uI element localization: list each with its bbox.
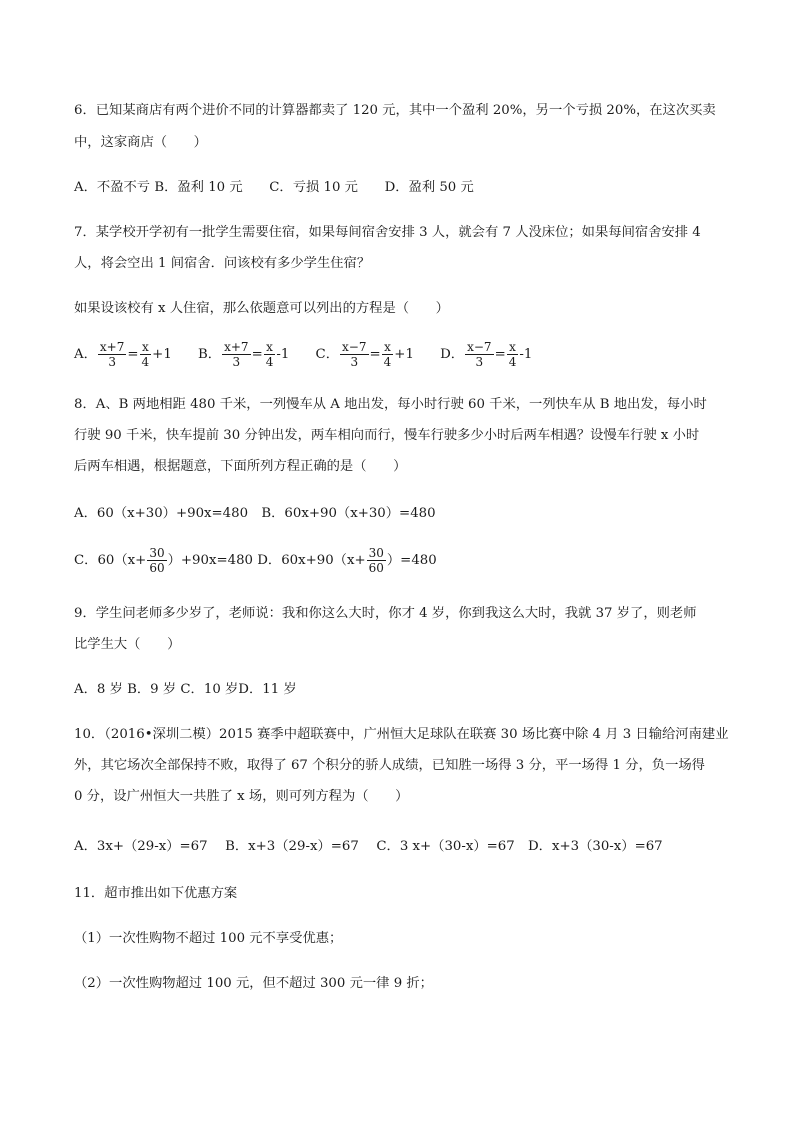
q10-stem-line2: 外，其它场次全部保持不败，取得了 67 个积分的骄人成绩，已知胜一场得 3 分，平一场得 1 分，负一场得 [74, 758, 705, 773]
q10-options: A．3x+（29-x）=67 B．x+3（29-x）=67 C．3 x+（30-x）=67 D．x+3（30-x）=67 [74, 839, 663, 854]
q8-stem-line1: 8．A、B 两地相距 480 千米，一列慢车从 A 地出发，每小时行驶 60 千米，一列快车从 B 地出发，每小时 [74, 397, 707, 412]
q7-option-b: B． $\frac{x+7}{3}$ = $\frac{x}{4}$ -1 [198, 340, 290, 369]
q8-option-d: D．60x+90（x+ $\frac{30}{60}$ ）=480 [257, 546, 437, 575]
q8-option-c: C．60（x+ $\frac{30}{60}$ ）+90x=480 [74, 546, 253, 575]
q7-stem-line3: 如果设该校有 x 人住宿，那么依题意可以列出的方程是（ ） [74, 301, 449, 316]
q10-stem-line1: 10．（2016•深圳二模）2015 赛季中超联赛中，广州恒大足球队在联赛 30 场比赛中除 4 月 3 日输给河南建业 [74, 727, 729, 742]
q11-item-1: （1）一次性购物不超过 100 元不享受优惠； [74, 931, 343, 946]
q7-stem-line1: 7．某学校开学初有一批学生需要住宿，如果每间宿舍安排 3 人，就会有 7 人没床位；如果每间宿舍安排 4 [74, 225, 701, 240]
q11-item-2: （2）一次性购物超过 100 元，但不超过 300 元一律 9 折； [74, 976, 433, 991]
q7-stem-line2: 人，将会空出 1 间宿舍．问该校有多少学生住宿？ [74, 256, 371, 271]
q9-options: A．8 岁 B．9 岁 C．10 岁D．11 岁 [74, 682, 297, 697]
q6-stem-line2: 中，这家商店（ ） [74, 135, 207, 150]
q8-options-cd [74, 545, 724, 577]
q8-options-ab: A．60（x+30）+90x=480 B．60x+90（x+30）=480 [74, 506, 436, 521]
q6-stem-line1: 6．已知某商店有两个进价不同的计算器都卖了 120 元，其中一个盈利 20%，另一个亏损 20%，在这次买卖 [74, 103, 716, 118]
q8-stem-line2: 行驶 90 千米，快车提前 30 分钟出发，两车相向而行，慢车行驶多少小时后两车相遇？设慢车行驶 x 小时 [74, 428, 700, 443]
q7-option-c: C． $\frac{x-7}{3}$ = $\frac{x}{4}$ +1 [315, 340, 414, 369]
q8-stem-line3: 后两车相遇，根据题意，下面所列方程正确的是（ ） [74, 459, 407, 474]
q10-stem-line3: 0 分，设广州恒大一共胜了 x 场，则可列方程为（ ） [74, 789, 409, 804]
q7-option-a: A． $\frac{x+7}{3}$ = $\frac{x}{4}$ +1 [74, 340, 172, 369]
q9-stem-line1: 9．学生问老师多少岁了，老师说：我和你这么大时，你才 4 岁，你到我这么大时，我就 37 岁了，则老师 [74, 606, 697, 621]
q11-stem: 11．超市推出如下优惠方案 [74, 886, 238, 901]
q9-stem-line2: 比学生大（ ） [74, 637, 181, 652]
q7-options [74, 339, 724, 371]
q6-options: A．不盈不亏 B．盈利 10 元 C．亏损 10 元 D．盈利 50 元 [74, 180, 474, 195]
q7-option-d: D． $\frac{x-7}{3}$ = $\frac{x}{4}$ -1 [440, 340, 533, 369]
